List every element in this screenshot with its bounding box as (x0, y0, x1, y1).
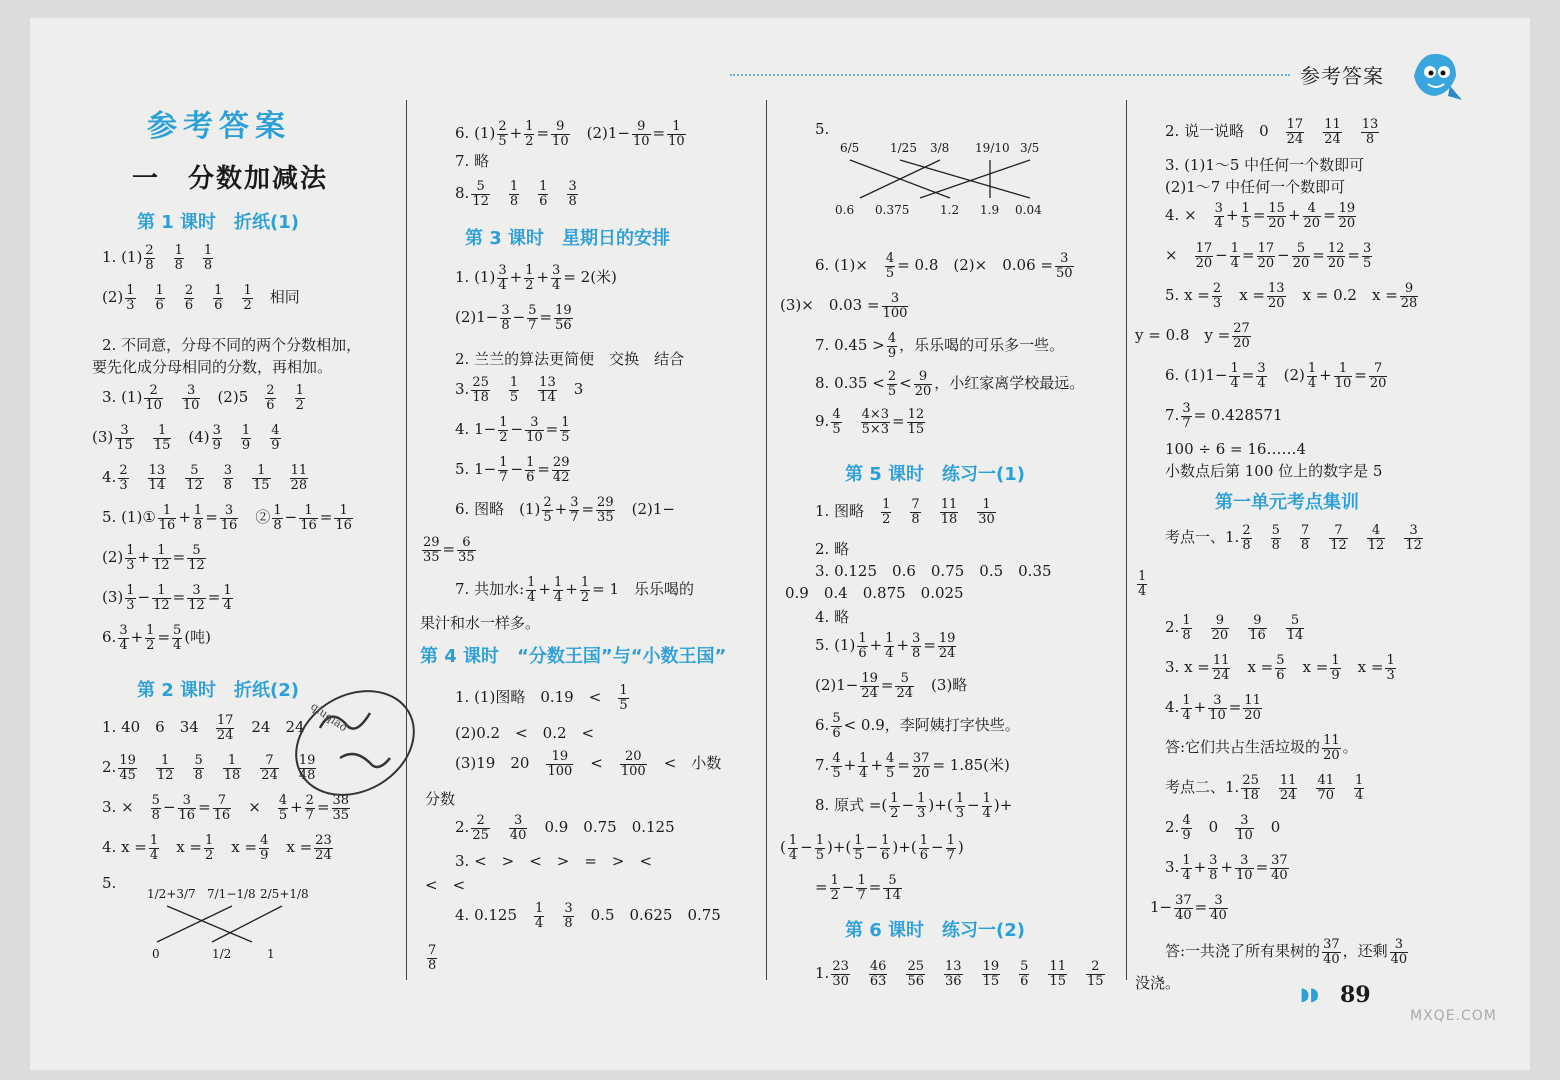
answer-line: 3. $\frac{25}{18}$ $\frac{1}{5}$ $\frac{13}{14}$ 3 (455, 375, 584, 405)
answer-line: 2. $\frac{1}{8}$ $\frac{9}{20}$ $\frac{9}{16}$ $\frac{5}{14}$ (1165, 613, 1304, 643)
answer-line: 没浇。 (1135, 974, 1181, 992)
answer-line: 9. $\frac{4}{5}$ $\frac{4\times 3}{5\times 3}$ = $\frac{12}{15}$ (815, 407, 925, 437)
answer-line: (3)19 20 $\frac{19}{100}$ < $\frac{20}{100}$ < 小数 (455, 749, 722, 779)
answer-line: 7. 0.45 > $\frac{4}{9}$ ，乐乐喝的可乐多一些。 (815, 331, 1065, 361)
section-title: 第一单元考点集训 (1215, 492, 1359, 513)
answer-line: 7. 共加水: $\frac{1}{4}$ + $\frac{1}{4}$ + $\frac{1}{2}$ = 1 乐乐喝的 (455, 575, 695, 605)
section-title: 第 4 课时 “分数王国”与“小数王国” (420, 646, 727, 667)
header-dotted-line (730, 74, 1290, 76)
answer-line: (3) $\frac{1}{3}$ − $\frac{1}{12}$ = $\frac{3}{12}$ = $\frac{1}{4}$ (102, 583, 232, 613)
answer-line: 分数 (425, 790, 456, 808)
answer-line: 6. (1)× $\frac{4}{5}$ = 0.8 (2)× 0.06 = $\frac{3}{50}$ (815, 251, 1073, 281)
answer-line: $\frac{1}{4}$ (1138, 569, 1147, 599)
column-divider (1126, 100, 1127, 980)
answer-line: 5. x = $\frac{2}{3}$ x = $\frac{13}{20}$ x = 0.2 x = $\frac{9}{28}$ (1165, 281, 1418, 311)
answer-line: (2)1− $\frac{3}{8}$ − $\frac{5}{7}$ = $\frac{19}{56}$ (455, 303, 572, 333)
answer-line: 5. (1)① $\frac{1}{16}$ + $\frac{1}{8}$ = $\frac{3}{16}$ ② $\frac{1}{8}$ − $\frac{1}{16}$ = $\frac{1}{16}$ (102, 503, 352, 533)
answer-line: × $\frac{17}{20}$ − $\frac{1}{4}$ = $\frac{17}{20}$ − $\frac{5}{20}$ = $\frac{12}{20}$ = $\frac{3}{5}$ (1165, 241, 1372, 271)
svg-text:3/8: 3/8 (930, 141, 950, 155)
svg-text:1/25: 1/25 (890, 141, 917, 155)
svg-text:6/5: 6/5 (840, 141, 860, 155)
answer-line: 2. $\frac{2}{25}$ $\frac{3}{40}$ 0.9 0.75 0.125 (455, 813, 675, 843)
svg-text:19/10: 19/10 (975, 141, 1010, 155)
answer-line: 答:它们共占生活垃圾的 $\frac{11}{20}$ 。 (1165, 733, 1358, 763)
answer-line: 8. $\frac{5}{12}$ $\frac{1}{8}$ $\frac{1}{6}$ $\frac{3}{8}$ (455, 179, 577, 209)
answer-line: (2)1− $\frac{19}{24}$ = $\frac{5}{24}$ (3)略 (815, 671, 968, 701)
answer-line: 3. < > < > = > < (455, 852, 653, 870)
section-title: 第 6 课时 练习一(2) (845, 920, 1026, 941)
answer-line: 4. 略 (815, 608, 850, 626)
column-divider (766, 100, 767, 980)
moon-icon: ◗◗ (1300, 984, 1319, 1005)
answer-line: 要先化成分母相同的分数，再相加。 (92, 358, 333, 376)
answer-line: (3) $\frac{3}{15}$ $\frac{1}{15}$ (4) $\frac{3}{9}$ $\frac{1}{9}$ $\frac{4}{9}$ (92, 423, 280, 453)
page-title: 参考答案 (147, 109, 291, 144)
svg-text:0.6: 0.6 (835, 203, 855, 217)
answer-line: 1. 40 6 34 $\frac{17}{24}$ 24 24 (102, 713, 305, 743)
answer-line: 1. (1) $\frac{3}{4}$ + $\frac{1}{2}$ + $\frac{3}{4}$ = 2(米) (455, 263, 617, 293)
svg-text:0.04: 0.04 (1015, 203, 1042, 217)
unit-title: 一 分数加减法 (132, 164, 329, 194)
answer-line: 2. 说一说略 0 $\frac{17}{24}$ $\frac{11}{24}$ $\frac{13}{8}$ (1165, 117, 1379, 147)
answer-line: 小数点后第 100 位上的数字是 5 (1165, 462, 1383, 480)
answer-line: (2)1～7 中任何一个数即可 (1165, 178, 1346, 196)
answer-line: 4. 1− $\frac{1}{2}$ − $\frac{3}{10}$ = $\frac{1}{5}$ (455, 415, 570, 445)
section-title: 第 2 课时 折纸(2) (137, 680, 300, 701)
answer-line: 2. $\frac{19}{45}$ $\frac{1}{12}$ $\frac{5}{8}$ $\frac{1}{18}$ $\frac{7}{24}$ $\frac{19}{48}$ (102, 753, 316, 783)
handwritten-stamp (280, 668, 430, 818)
answer-line: 7. $\frac{4}{5}$ + $\frac{1}{4}$ + $\frac{4}{5}$ = $\frac{37}{20}$ = 1.85(米) (815, 751, 1010, 781)
answer-line: 果汁和水一样多。 (420, 614, 541, 632)
svg-text:2/5+1/8: 2/5+1/8 (260, 887, 309, 901)
page-number: 89 (1340, 982, 1371, 1008)
section-title: 第 3 课时 星期日的安排 (465, 228, 671, 249)
svg-text:0.375: 0.375 (875, 203, 910, 217)
svg-text:1/2: 1/2 (212, 947, 232, 961)
answer-line: ( $\frac{1}{4}$ − $\frac{1}{5}$ )+( $\frac{1}{5}$ − $\frac{1}{6}$ )+( $\frac{1}{6}$ − $\frac{1}{7}$ ) (780, 833, 964, 863)
answer-line: y = 0.8 y = $\frac{27}{20}$ (1135, 321, 1250, 351)
answer-line: 2. 不同意，分母不同的两个分数相加， (102, 336, 362, 354)
answer-line: 3. × $\frac{5}{8}$ − $\frac{3}{16}$ = $\frac{7}{16}$ × $\frac{4}{5}$ + $\frac{2}{7}$ = $\frac{38}{35}$ (102, 793, 350, 823)
page-header (730, 46, 1460, 86)
answer-line: 4. 0.125 $\frac{1}{4}$ $\frac{3}{8}$ 0.5 0.625 0.75 (455, 901, 721, 931)
answer-line: = $\frac{1}{2}$ − $\frac{1}{7}$ = $\frac{5}{14}$ (815, 873, 901, 903)
answer-line: (2)0.2 < 0.2 < (455, 724, 595, 742)
answer-line: 5. (102, 874, 117, 892)
svg-text:1.9: 1.9 (980, 203, 1000, 217)
answer-line: 答:一共浇了所有果树的 $\frac{37}{40}$ ，还剩 $\frac{3}{40}$ (1165, 937, 1408, 967)
answer-line: 8. 0.35 < $\frac{2}{5}$ < $\frac{9}{20}$ ，小红家离学校最远。 (815, 369, 1085, 399)
answer-line: $\frac{29}{35}$ = $\frac{6}{35}$ (423, 535, 475, 565)
answer-line: (2) $\frac{1}{3}$ $\frac{1}{6}$ $\frac{2}{6}$ $\frac{1}{6}$ $\frac{1}{2}$ 相同 (102, 283, 300, 313)
svg-text:7/1−1/8: 7/1−1/8 (207, 887, 256, 901)
answer-line: 100 ÷ 6 = 16……4 (1165, 440, 1307, 458)
answer-line: 2. $\frac{4}{9}$ 0 $\frac{3}{10}$ 0 (1165, 813, 1281, 843)
answer-line: $\frac{7}{8}$ (428, 943, 437, 973)
answer-line: 5. 1− $\frac{1}{7}$ − $\frac{1}{6}$ = $\frac{29}{42}$ (455, 455, 570, 485)
svg-text:1.2: 1.2 (940, 203, 960, 217)
answer-line: 1. (1) $\frac{2}{8}$ $\frac{1}{8}$ $\frac{1}{8}$ (102, 243, 213, 273)
answer-line: 3. x = $\frac{11}{24}$ x = $\frac{5}{6}$ x = $\frac{1}{9}$ x = $\frac{1}{3}$ (1165, 653, 1395, 683)
answer-line: 3. (1)1～5 中任何一个数即可 (1165, 156, 1365, 174)
matching-diagram (142, 884, 309, 974)
svg-text:0: 0 (152, 947, 160, 961)
answer-line: 1. (1)图略 0.19 < $\frac{1}{5}$ (455, 683, 628, 713)
answer-line: 8. 原式 =( $\frac{1}{2}$ − $\frac{1}{3}$ )+( $\frac{1}{3}$ − $\frac{1}{4}$ )+ (815, 791, 1013, 821)
answer-line: < < (425, 876, 466, 894)
svg-text:1/2+3/7: 1/2+3/7 (147, 887, 196, 901)
answer-line: 考点二、1. $\frac{25}{18}$ $\frac{11}{24}$ $\frac{41}{70}$ $\frac{1}{4}$ (1165, 773, 1364, 803)
section-title: 第 1 课时 折纸(1) (137, 212, 300, 233)
answer-line: 4. $\frac{2}{3}$ $\frac{13}{14}$ $\frac{5}{12}$ $\frac{3}{8}$ $\frac{1}{15}$ $\frac{11}{28}$ (102, 463, 308, 493)
watermark: MXQE.COM (1410, 1008, 1497, 1024)
answer-line: 6. (1) $\frac{2}{5}$ + $\frac{1}{2}$ = $\frac{9}{10}$ (2)1− $\frac{9}{10}$ = $\frac{1}{10}$ (455, 119, 685, 149)
answer-line: 2. 兰兰的算法更简便 交换 结合 (455, 350, 685, 368)
answer-line: (3)× 0.03 = $\frac{3}{100}$ (780, 291, 908, 321)
stamp-text: qiuqiao (308, 699, 350, 735)
mascot-icon (1410, 46, 1462, 102)
svg-text:3/5: 3/5 (1020, 141, 1040, 155)
answer-line: 1. 图略 $\frac{1}{2}$ $\frac{7}{8}$ $\frac{11}{18}$ $\frac{1}{30}$ (815, 497, 995, 527)
answer-line: 7. $\frac{3}{7}$ = 0.428571 (1165, 401, 1283, 431)
column-divider (406, 100, 407, 980)
answer-line: 6. 图略 (1) $\frac{2}{5}$ + $\frac{3}{7}$ = $\frac{29}{35}$ (2)1− (455, 495, 675, 525)
answer-line: 考点一、1. $\frac{2}{8}$ $\frac{5}{8}$ $\frac{7}{8}$ $\frac{7}{12}$ $\frac{4}{12}$ $\frac{3}{12}$ (1165, 523, 1422, 553)
answer-line: (2) $\frac{1}{3}$ + $\frac{1}{12}$ = $\frac{5}{12}$ (102, 543, 205, 573)
answer-line: 6. $\frac{3}{4}$ + $\frac{1}{2}$ = $\frac{5}{4}$ (吨) (102, 623, 212, 653)
answer-page (30, 18, 1530, 1070)
answer-line: 5. (815, 120, 830, 138)
answer-line: 6. (1)1− $\frac{1}{4}$ = $\frac{3}{4}$ (2) $\frac{1}{4}$ + $\frac{1}{10}$ = $\frac{7}{20}$ (1165, 361, 1387, 391)
answer-line: 3. 0.125 0.6 0.75 0.5 0.35 (815, 562, 1052, 580)
matching-diagram (830, 138, 1050, 230)
answer-line: 4. × $\frac{3}{4}$ + $\frac{1}{5}$ = $\frac{15}{20}$ + $\frac{4}{20}$ = $\frac{19}{20}$ (1165, 201, 1356, 231)
answer-line: 1− $\frac{37}{40}$ = $\frac{3}{40}$ (1150, 893, 1227, 923)
answer-line: 3. $\frac{1}{4}$ + $\frac{3}{8}$ + $\frac{3}{10}$ = $\frac{37}{40}$ (1165, 853, 1288, 883)
answer-line: 4. $\frac{1}{4}$ + $\frac{3}{10}$ = $\frac{11}{20}$ (1165, 693, 1261, 723)
svg-text:1: 1 (267, 947, 275, 961)
answer-line: 3. (1) $\frac{2}{10}$ $\frac{3}{10}$ (2)5 $\frac{2}{6}$ $\frac{1}{2}$ (102, 383, 304, 413)
answer-line: 6. $\frac{5}{6}$ < 0.9，李阿姨打字快些。 (815, 711, 1020, 741)
answer-line: 1. $\frac{23}{30}$ $\frac{46}{63}$ $\frac{25}{56}$ $\frac{13}{36}$ $\frac{19}{15}$ $\frac{5}{6}$ $\frac{11}{15}$ $\frac{2}{15}$ (815, 959, 1104, 989)
answer-line: 0.9 0.4 0.875 0.025 (785, 584, 964, 602)
answer-line: 2. 略 (815, 540, 850, 558)
answer-line: 7. 略 (455, 152, 490, 170)
answer-line: 5. (1) $\frac{1}{6}$ + $\frac{1}{4}$ + $\frac{3}{8}$ = $\frac{19}{24}$ (815, 631, 956, 661)
section-title: 第 5 课时 练习一(1) (845, 464, 1026, 485)
header-title: 参考答案 (1300, 64, 1384, 88)
answer-line: 4. x = $\frac{1}{4}$ x = $\frac{1}{2}$ x = $\frac{4}{9}$ x = $\frac{23}{24}$ (102, 833, 332, 863)
